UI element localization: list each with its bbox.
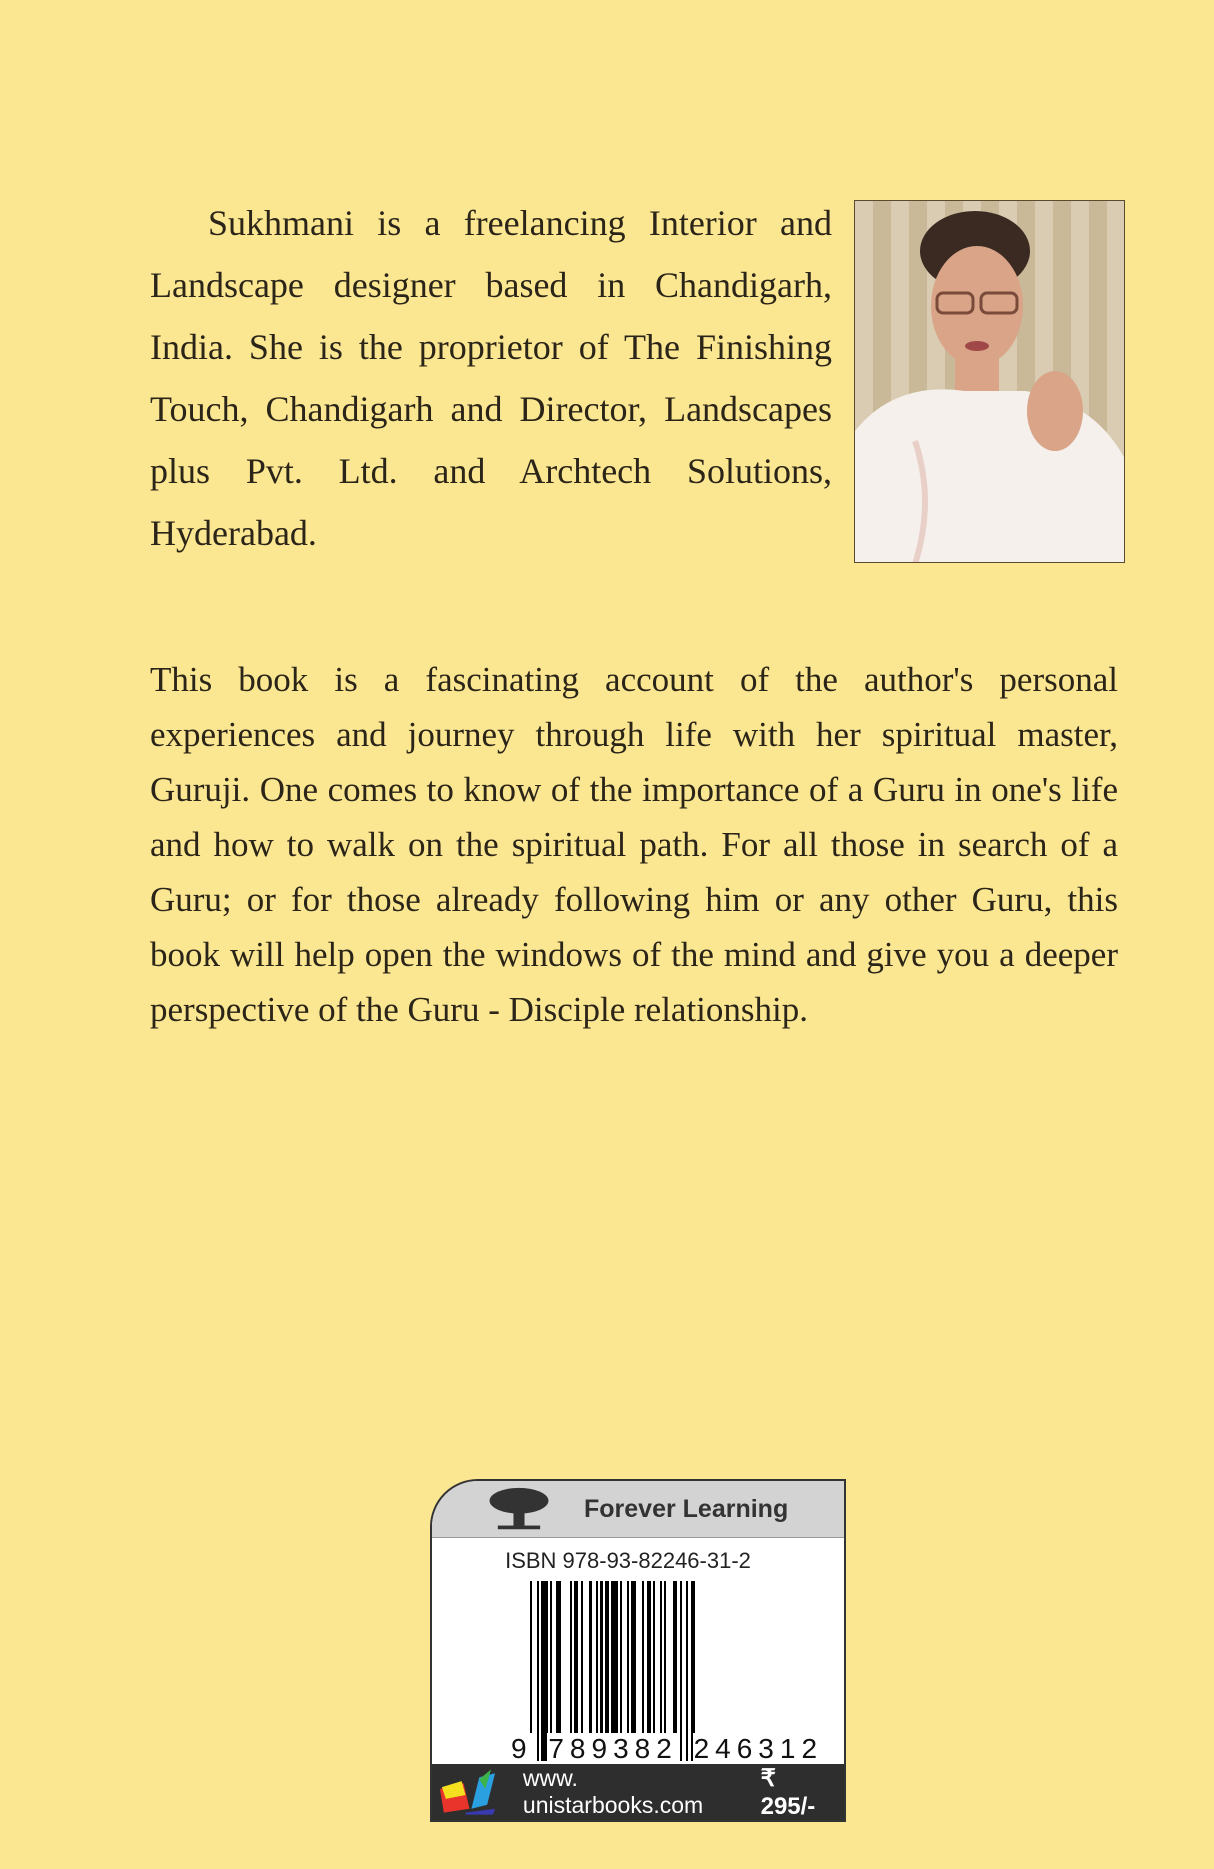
publisher-tagline: Forever Learning <box>584 1494 789 1523</box>
barcode-digits <box>510 1733 824 1765</box>
label-header <box>432 1481 844 1538</box>
isbn-text: ISBN 978-93-82246-31-2 <box>505 1548 751 1573</box>
author-photo <box>854 200 1125 563</box>
publisher-website-link[interactable]: www. unistarbooks.com <box>522 1765 704 1818</box>
label-footer <box>432 1764 844 1820</box>
barcode-digit-group: 789382 <box>548 1733 678 1764</box>
price: ₹ 295/- <box>760 1764 816 1820</box>
barcode-digit-group: 9 <box>511 1733 533 1764</box>
publisher-barcode-label <box>430 1479 846 1822</box>
author-bio-text: Sukhmani is a freelancing Interior and Landscape designer based in Chandigarh, India. She is the proprietor of The Finishing Touch, Chandigarh and Director, Landscapes plus Pvt. Ltd. and Archtech Solutions, Hyderabad. <box>150 203 832 553</box>
unistar-book-logo-icon <box>436 1769 503 1815</box>
author-bio <box>150 192 832 564</box>
barcode-digit-group: 246312 <box>693 1733 824 1764</box>
tree-logo-icon <box>484 1486 554 1532</box>
book-description: This book is a fascinating account of the author's personal experiences and journey through life with her spiritual master, Guruji. One comes to know of the importance of a Guru in one's life and how to walk on the spiritual path. For all those in search of a Guru; or for those already following him or any other Guru, this book will help open the windows of the mind and give you a deeper perspective of the Guru - Disciple relationship. <box>150 660 1118 1029</box>
